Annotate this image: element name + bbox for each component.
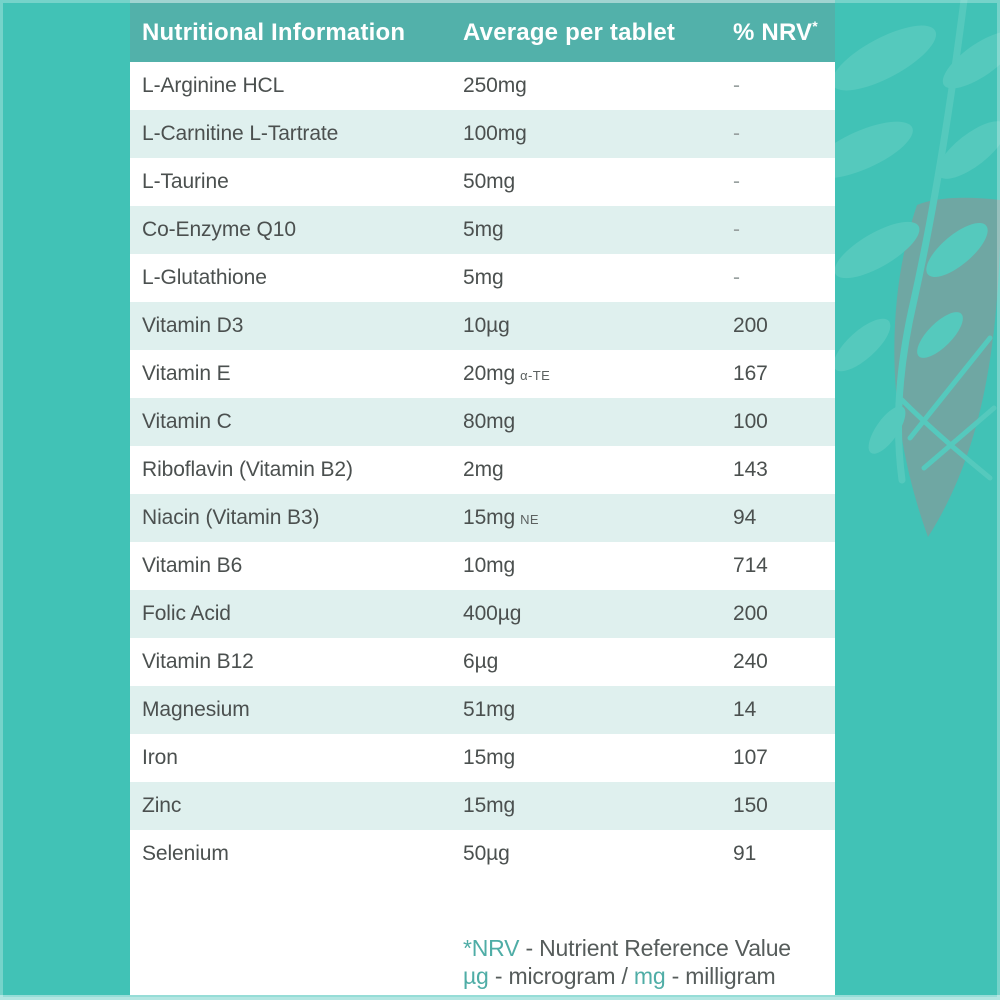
amount-note: α-TE <box>520 368 551 383</box>
amount-cell <box>463 842 733 866</box>
table-row <box>130 782 835 830</box>
milligram-definition: - milligram <box>665 963 776 989</box>
microgram-term: µg <box>463 963 489 989</box>
milligram-term: mg <box>633 963 666 989</box>
amount-cell <box>463 554 733 578</box>
amount-cell <box>463 506 733 530</box>
table-header <box>130 0 835 62</box>
leaf-decoration-icon <box>822 0 1000 580</box>
nutrient-name: Vitamin B6 <box>142 554 243 577</box>
table-row <box>130 638 835 686</box>
nrv-value: - <box>733 74 740 97</box>
table-row <box>130 686 835 734</box>
amount-value: 50µg <box>463 842 510 865</box>
amount-value: 80mg <box>463 410 516 433</box>
amount-cell <box>463 314 733 338</box>
nutrient-name: Magnesium <box>142 698 250 721</box>
nrv-value: - <box>733 170 740 193</box>
amount-value: 2mg <box>463 458 504 481</box>
amount-cell <box>463 458 733 482</box>
amount-value: 5mg <box>463 266 504 289</box>
nutrient-name: Iron <box>142 746 178 769</box>
nrv-term: *NRV <box>463 935 520 961</box>
footnotes <box>463 934 791 990</box>
amount-cell <box>463 410 733 434</box>
nutrient-name: Vitamin D3 <box>142 314 244 337</box>
table-row <box>130 734 835 782</box>
amount-cell <box>463 170 733 194</box>
nutrient-name: Zinc <box>142 794 182 817</box>
nrv-value: - <box>733 122 740 145</box>
table-row <box>130 62 835 110</box>
nutrient-name: Selenium <box>142 842 229 865</box>
nrv-value: 143 <box>733 458 768 481</box>
nutrient-name: Co-Enzyme Q10 <box>142 218 296 241</box>
nutrient-name: Niacin (Vitamin B3) <box>142 506 320 529</box>
amount-value: 51mg <box>463 698 516 721</box>
nutrient-name: Folic Acid <box>142 602 231 625</box>
bottom-edge-strip <box>0 995 1000 1000</box>
header-nutrient: Nutritional Information <box>142 18 406 46</box>
amount-value: 10mg <box>463 554 516 577</box>
nrv-value: 14 <box>733 698 757 721</box>
footnote-units <box>463 962 791 990</box>
amount-cell <box>463 74 733 98</box>
amount-cell <box>463 362 733 386</box>
table-row <box>130 158 835 206</box>
table-row <box>130 110 835 158</box>
amount-value: 5mg <box>463 218 504 241</box>
amount-value: 6µg <box>463 650 499 673</box>
table-row <box>130 446 835 494</box>
nrv-value: - <box>733 218 740 241</box>
amount-note: NE <box>520 512 539 527</box>
amount-cell <box>463 794 733 818</box>
amount-cell <box>463 650 733 674</box>
table-row <box>130 494 835 542</box>
amount-cell <box>463 698 733 722</box>
amount-value: 100mg <box>463 122 527 145</box>
nrv-value: 167 <box>733 362 768 385</box>
table-row <box>130 302 835 350</box>
nrv-value: 91 <box>733 842 757 865</box>
amount-value: 10µg <box>463 314 510 337</box>
amount-value: 50mg <box>463 170 516 193</box>
microgram-definition: - microgram / <box>488 963 634 989</box>
amount-value: 20mg <box>463 362 516 385</box>
table-row <box>130 590 835 638</box>
amount-cell <box>463 218 733 242</box>
nutrient-name: L-Taurine <box>142 170 229 193</box>
amount-cell <box>463 602 733 626</box>
amount-cell <box>463 746 733 770</box>
table-row <box>130 350 835 398</box>
nutrient-name: L-Carnitine L-Tartrate <box>142 122 339 145</box>
table-row <box>130 830 835 878</box>
table-row <box>130 206 835 254</box>
nrv-value: - <box>733 266 740 289</box>
amount-value: 15mg <box>463 746 516 769</box>
table-row <box>130 542 835 590</box>
nutrient-name: Vitamin E <box>142 362 231 385</box>
nrv-definition: - Nutrient Reference Value <box>519 935 791 961</box>
table-row <box>130 254 835 302</box>
nrv-value: 100 <box>733 410 768 433</box>
nutrient-name: L-Glutathione <box>142 266 267 289</box>
nrv-value: 200 <box>733 314 768 337</box>
nrv-value: 94 <box>733 506 757 529</box>
nutrient-name: Vitamin C <box>142 410 232 433</box>
footnote-nrv <box>463 934 791 962</box>
table-row <box>130 398 835 446</box>
nrv-value: 714 <box>733 554 768 577</box>
amount-value: 250mg <box>463 74 527 97</box>
amount-cell <box>463 266 733 290</box>
nutrient-name: Vitamin B12 <box>142 650 254 673</box>
nrv-value: 150 <box>733 794 768 817</box>
nutrient-name: L-Arginine HCL <box>142 74 285 97</box>
nrv-value: 107 <box>733 746 768 769</box>
nutrition-table <box>130 0 835 995</box>
nutrient-name: Riboflavin (Vitamin B2) <box>142 458 353 481</box>
header-nrv-label: % NRV <box>733 18 813 46</box>
nrv-asterisk: * <box>812 17 818 34</box>
header-nrv <box>733 19 835 47</box>
nrv-value: 240 <box>733 650 768 673</box>
amount-value: 15mg <box>463 794 516 817</box>
nrv-value: 200 <box>733 602 768 625</box>
header-amount: Average per tablet <box>463 18 676 46</box>
amount-value: 15mg <box>463 506 516 529</box>
amount-value: 400µg <box>463 602 522 625</box>
amount-cell <box>463 122 733 146</box>
